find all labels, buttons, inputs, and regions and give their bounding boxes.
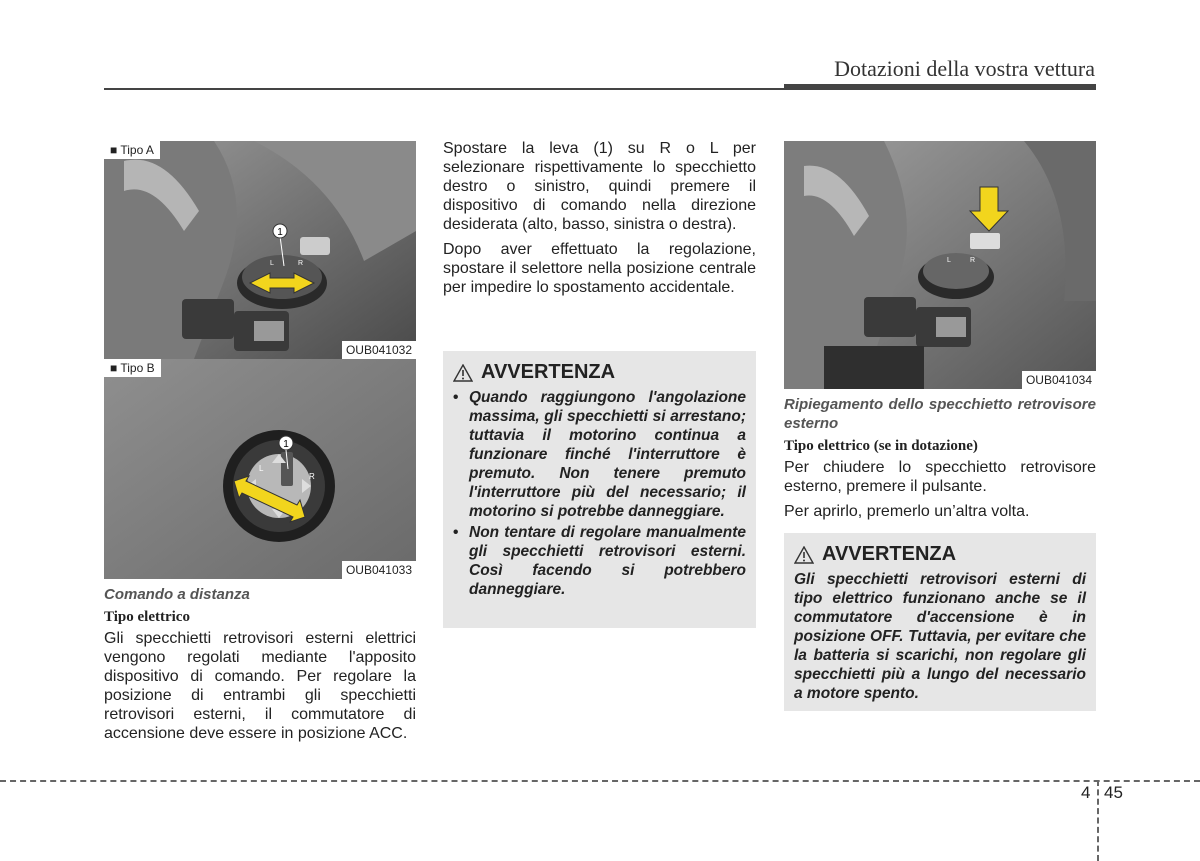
warning-triangle-icon	[453, 364, 473, 382]
paragraph: Per chiudere lo specchietto retrovisore esterno, premere il pulsante.	[784, 459, 1096, 495]
warning-text: Gli specchietti retrovisori esterni di tipo elettrico funzionano anche se il commutatore d'accensione è in posizione OFF. Tuttavia, per evitare che la batteria si scarichi, non regolare gli specchietti più a lungo del necessario a motore spento.	[794, 571, 1086, 702]
label-l: L	[259, 464, 264, 473]
callout-number: 1	[283, 439, 289, 450]
paragraph: Gli specchietti retrovisori esterni elettrici vengono regolati mediante l'apposito dispositivo di comando. Per regolare la posizione di entrambi gli specchietti retrovisori esterni, il commutatore di accensione deve essere in posizione ACC.	[104, 630, 416, 742]
figure-folding-button	[784, 141, 1096, 389]
figure-tipo-a	[104, 141, 416, 359]
warning-box-right	[784, 533, 1096, 711]
figure-tipo-b	[104, 359, 416, 579]
warning-triangle-icon	[794, 546, 814, 564]
mirror-control-illustration-a	[104, 141, 416, 359]
section-caption: Ripiegamento dello specchietto retrovisore esterno	[784, 396, 1096, 432]
paragraph: Per aprirlo, premerlo un’altra volta.	[784, 503, 1030, 520]
warning-box-middle	[443, 351, 756, 628]
page-header-title: Dotazioni della vostra vettura	[834, 56, 1095, 81]
footer-dashed-divider	[1097, 780, 1099, 861]
paragraph: Spostare la leva (1) su R o L per selezionare rispettivamente lo specchietto destro o sinistro, quindi premere il dispositivo di comando nella direzione desiderata (alto, basso, sinistra o destra).	[443, 140, 756, 233]
footer-dashed-rule	[0, 780, 1200, 782]
page-number: 45	[1104, 783, 1123, 802]
label-r: R	[309, 472, 315, 481]
label-r: R	[970, 257, 976, 264]
warning-header	[453, 361, 746, 384]
section-subhead: Tipo elettrico	[104, 609, 190, 625]
mirror-fold-illustration	[784, 141, 1096, 389]
figure-tag: ■ Tipo A	[104, 141, 160, 159]
warning-list	[453, 388, 746, 599]
callout-number: 1	[277, 227, 283, 238]
warning-item: • Quando raggiungono l'angolazione massima, gli specchietti si arrestano; tuttavia il motorino continua a funzionare finché l'interruttore è premuto. Non tenere premuto l'interruttore più del necessario; il motorino si potrebbe danneggiare.	[453, 388, 746, 521]
figure-code: OUB041034	[1022, 371, 1096, 389]
warning-title: AVVERTENZA	[481, 361, 616, 383]
label-l: L	[270, 260, 274, 267]
figure-tag: ■ Tipo B	[104, 359, 161, 377]
column-middle-text	[443, 139, 756, 303]
label-l: L	[947, 257, 951, 264]
warning-title: AVVERTENZA	[822, 543, 957, 565]
figure-code: OUB041033	[342, 561, 416, 579]
column-right-text	[784, 395, 1096, 527]
warning-item: • Non tentare di regolare manualmente gli specchietti retrovisori esterni. Così facendo si potrebbero danneggiare.	[453, 523, 746, 599]
figure-code: OUB041032	[342, 341, 416, 359]
section-subhead: Tipo elettrico (se in dotazione)	[784, 438, 978, 454]
warning-header	[794, 543, 1086, 566]
header-rule-accent	[784, 84, 1096, 90]
chapter-number: 4	[1081, 783, 1091, 802]
section-caption: Comando a distanza	[104, 586, 250, 603]
label-r: R	[298, 260, 304, 267]
paragraph: Dopo aver effettuato la regolazione, spostare il selettore nella posizione centrale per impedire lo spostamento accidentale.	[443, 241, 756, 296]
mirror-control-illustration-b	[104, 359, 416, 579]
column-left-text	[104, 585, 416, 749]
